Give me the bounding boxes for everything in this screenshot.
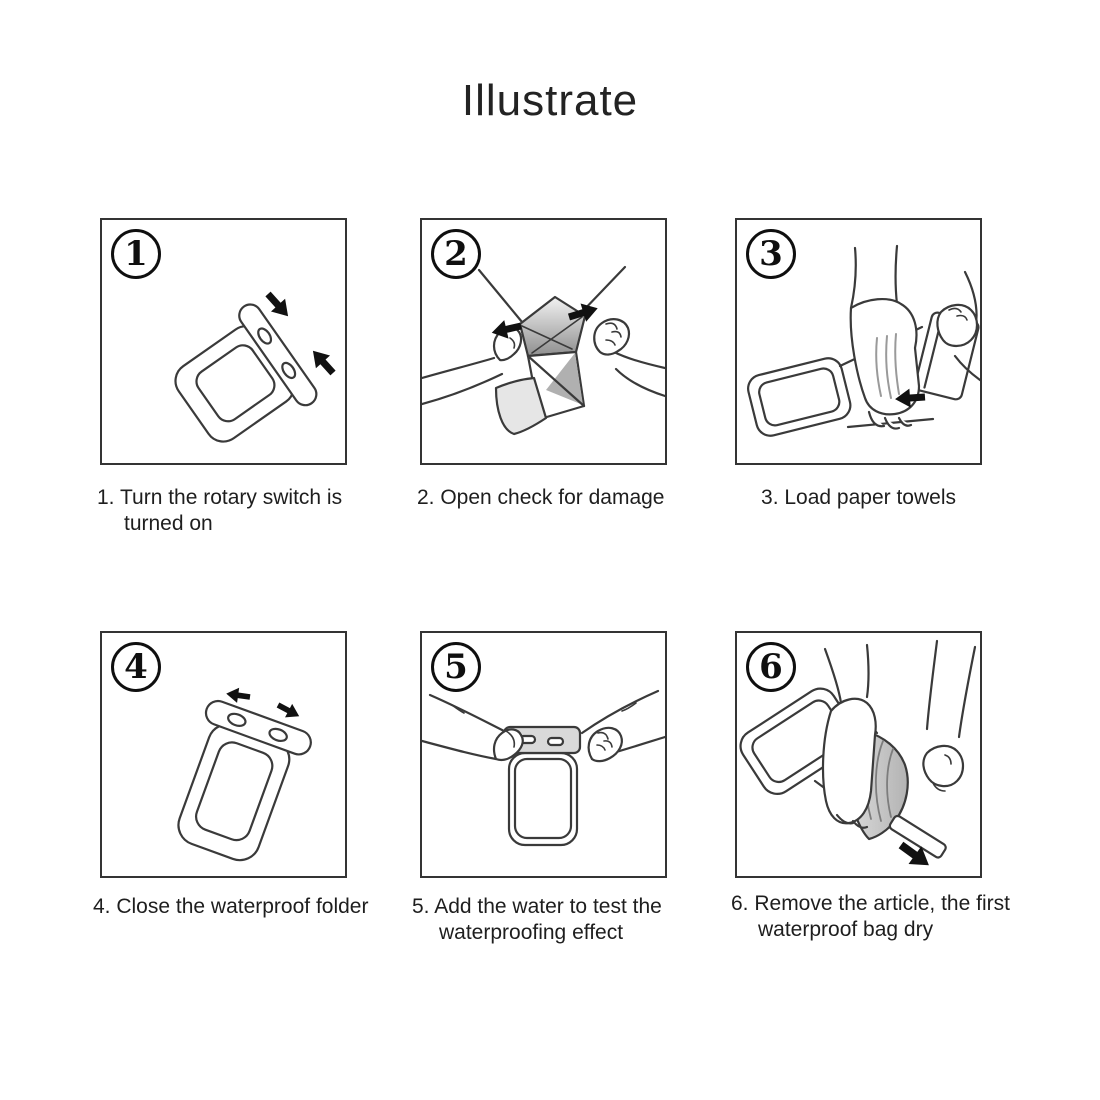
latch-slot bbox=[548, 738, 563, 745]
arrow-icon bbox=[306, 344, 340, 379]
waterproof-bag bbox=[160, 300, 320, 461]
caption-line: 5. Add the water to test the bbox=[412, 895, 662, 918]
step-number: 1 bbox=[124, 234, 148, 274]
caption-line: 1. Turn the rotary switch is bbox=[97, 486, 343, 509]
fist bbox=[937, 305, 977, 346]
arm bbox=[927, 641, 975, 737]
fist bbox=[594, 319, 629, 354]
right-arm bbox=[614, 352, 665, 396]
step-4-number-badge bbox=[111, 642, 161, 692]
fingers bbox=[923, 746, 963, 786]
step-number: 2 bbox=[444, 234, 468, 274]
step-5-number-badge bbox=[431, 642, 481, 692]
step-5-caption bbox=[412, 894, 662, 946]
top-hand bbox=[823, 645, 876, 828]
step-panel-1 bbox=[100, 218, 347, 465]
caption-line: waterproof bag dry bbox=[758, 918, 934, 941]
arrow-icon bbox=[274, 698, 302, 723]
right-hand bbox=[923, 641, 975, 791]
step-1-caption bbox=[97, 485, 342, 537]
step-panel-5 bbox=[420, 631, 667, 878]
step-4-caption bbox=[93, 894, 368, 920]
hand bbox=[823, 699, 876, 823]
right-hand bbox=[582, 691, 665, 761]
page-title: Illustrate bbox=[461, 76, 639, 125]
caption-line: turned on bbox=[124, 512, 213, 535]
step-1-number-badge bbox=[111, 229, 161, 279]
caption-line: 3. Load paper towels bbox=[761, 486, 956, 509]
bag-edge-string bbox=[479, 270, 522, 322]
step-panel-4 bbox=[100, 631, 347, 878]
caption-line: 4. Close the waterproof folder bbox=[93, 895, 369, 918]
step-2-caption bbox=[417, 485, 664, 511]
step-2-number-badge bbox=[431, 229, 481, 279]
step-6-caption bbox=[731, 891, 1010, 943]
caption-line: 6. Remove the article, the first bbox=[731, 892, 1010, 915]
arrow-icon bbox=[225, 686, 251, 704]
step-panel-6 bbox=[735, 631, 982, 878]
step-number: 4 bbox=[124, 647, 148, 687]
empty-bag-end bbox=[745, 355, 853, 438]
fist bbox=[589, 728, 622, 761]
step-3-number-badge bbox=[746, 229, 796, 279]
right-hand bbox=[594, 319, 665, 396]
step-panel-3 bbox=[735, 218, 982, 465]
step-panel-2 bbox=[420, 218, 667, 465]
waterproof-bag bbox=[162, 698, 315, 871]
step-6-number-badge bbox=[746, 642, 796, 692]
step-number: 3 bbox=[759, 234, 783, 274]
step-number: 5 bbox=[444, 647, 468, 687]
bag-opening bbox=[520, 297, 585, 356]
left-arm bbox=[422, 358, 502, 404]
step-3-caption bbox=[735, 485, 982, 511]
caption-line: waterproofing effect bbox=[439, 921, 624, 944]
caption-line: 2. Open check for damage bbox=[417, 486, 665, 509]
step-number: 6 bbox=[759, 647, 783, 687]
bag-outline bbox=[509, 753, 577, 845]
